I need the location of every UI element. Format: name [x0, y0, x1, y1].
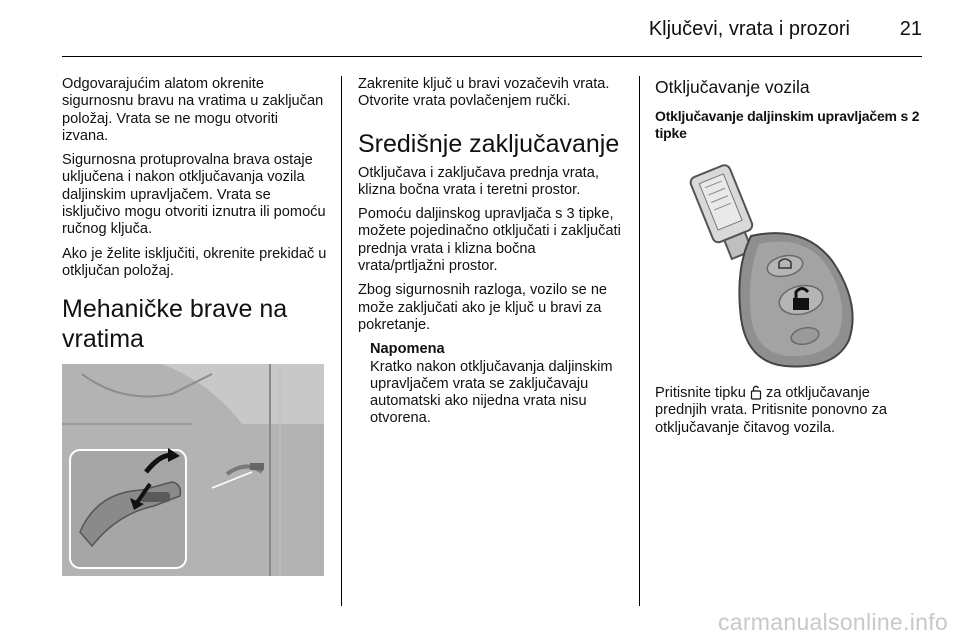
paragraph-press-button: [655, 384, 925, 437]
press-text-after: za otključavanje prednjih vrata. Pritisnite ponovno za otključavanje čitavog vozila.: [655, 385, 888, 436]
column-1: [62, 76, 328, 576]
heading-unlocking-vehicle: Otključavanje vozila: [655, 77, 810, 97]
column-3: [655, 76, 925, 444]
paragraph-security-lock: Odgovarajućim alatom okrenite sigurnosnu bravu na vratima u zaključan položaj. Vrata se ne mogu otvoriti izvana.: [62, 76, 324, 144]
press-text-before: Pritisnite tipku: [655, 385, 746, 401]
header-rule: [62, 56, 922, 57]
column-divider-2: [639, 76, 640, 606]
subheading-two-button-remote: Otključavanje daljinskim upravljačem s 2 tipke: [655, 108, 920, 141]
column-2: [358, 76, 626, 428]
unlock-icon: [750, 384, 762, 400]
paragraph-safety-reasons: Zbog sigurnosnih razloga, vozilo se ne može zaključati ako je ključ u bravi za pokretanje.: [358, 282, 608, 333]
paragraph-three-button-remote: Pomoću daljinskog upravljača s 3 tipke, možete pojedinačno otključati i zaključati prednja vrata i klizna bočna vrata/prtljažni prostor.: [358, 206, 621, 275]
paragraph-turn-key: Zakrenite ključ u bravi vozačevih vrata. Otvorite vrata povlačenjem ručki.: [358, 76, 610, 110]
running-header-title: Ključevi, vrata i prozori: [648, 18, 850, 40]
watermark: carmanualsonline.info: [717, 609, 948, 635]
door-handle-illustration: [62, 364, 324, 576]
paragraph-central-locking-desc: Otključava i zaključava prednja vrata, klizna bočna vrata i teretni prostor.: [358, 164, 599, 198]
note-box: [358, 341, 626, 427]
page-number: 21: [899, 18, 922, 40]
paragraph-antitheft-lock: Sigurnosna protuprovalna brava ostaje uključena i nakon otključavanja vozila daljinskim upravljačem. Vrata se isključivo mogu otvoriti iznutra ili pomoću ručnog ključa.: [62, 152, 326, 238]
heading-central-locking: Središnje zaključavanje: [358, 129, 620, 158]
paragraph-disable-switch: Ako je želite isključiti, okrenite prekidač u otključan položaj.: [62, 245, 327, 279]
column-divider-1: [341, 76, 342, 606]
note-text: Kratko nakon otključavanja daljinskim upravljačem vrata se zaključavaju automatski ako nijedna vrata nisu otvorena.: [370, 358, 613, 427]
remote-key-illustration: [655, 158, 921, 370]
heading-mechanical-locks: Mehaničke brave na vratima: [62, 295, 288, 354]
note-title: Napomena: [370, 341, 445, 358]
